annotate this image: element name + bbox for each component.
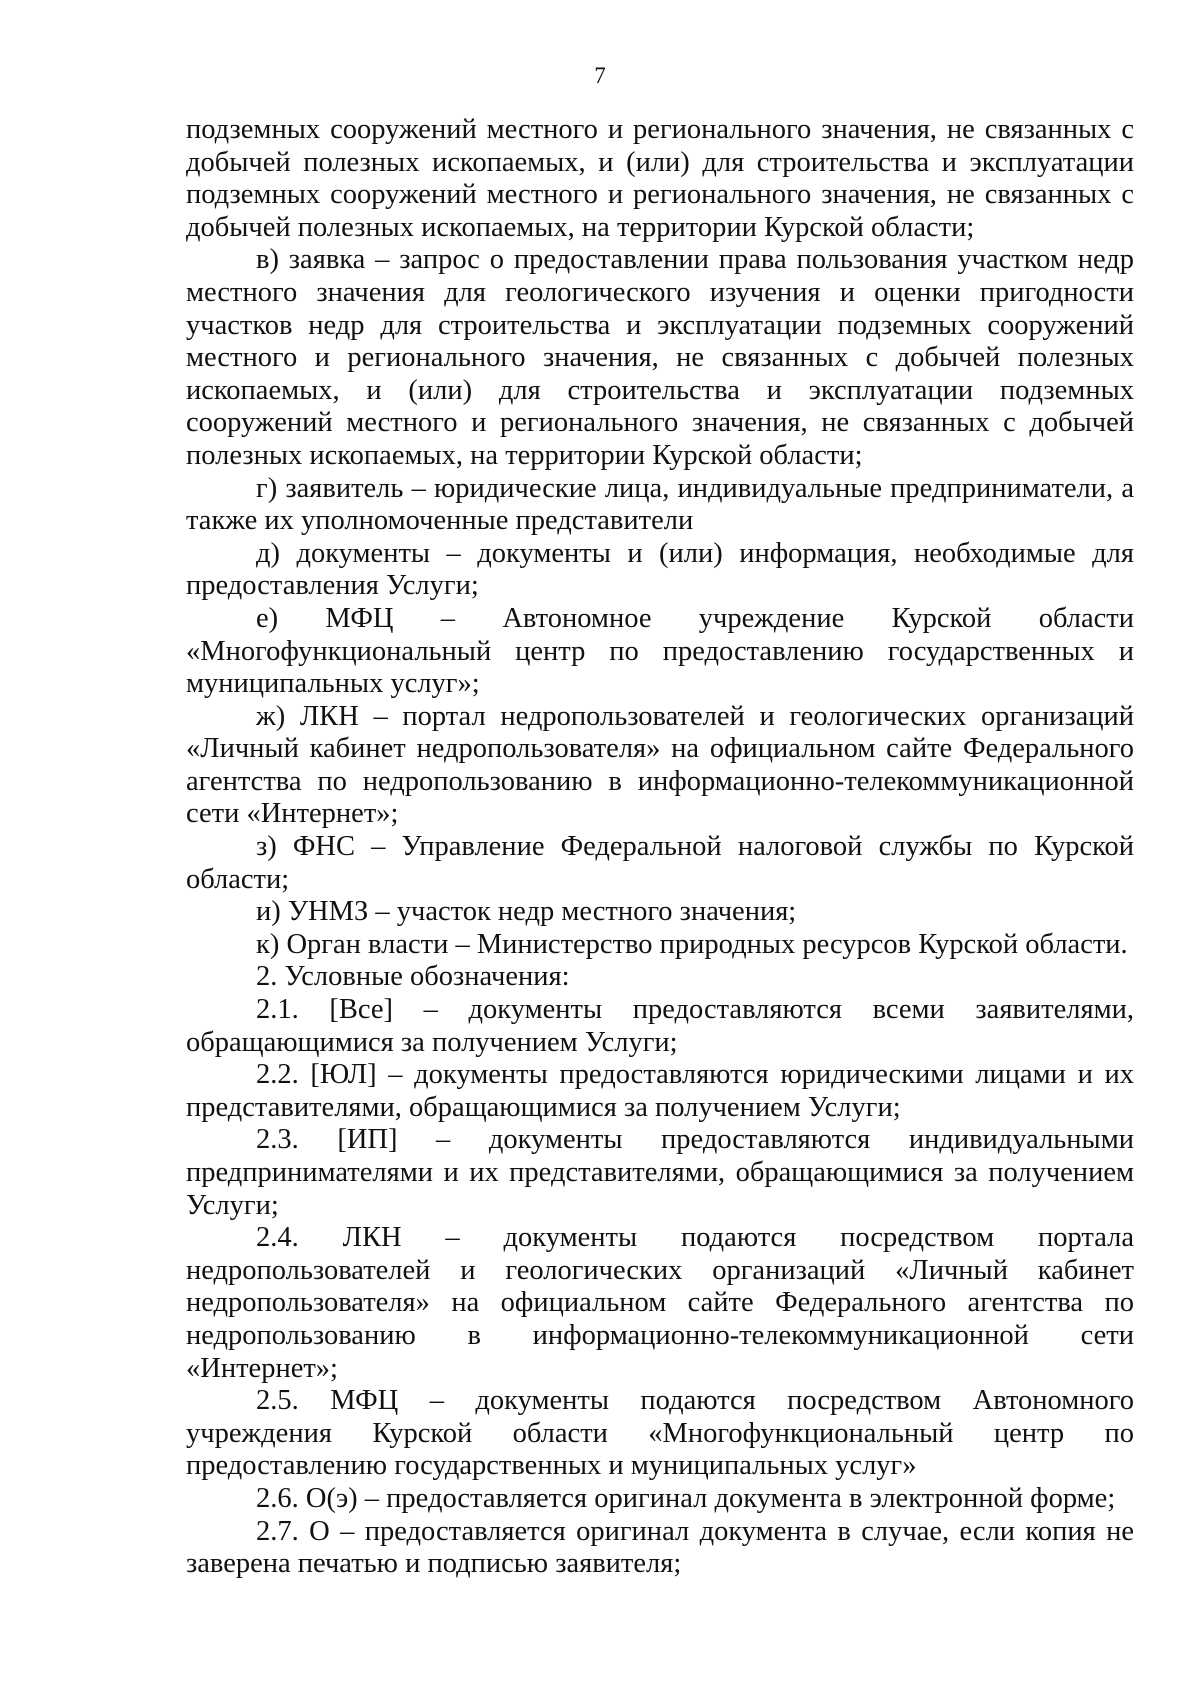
paragraph-definition-i: и) УНМЗ – участок недр местного значения; bbox=[256, 896, 797, 928]
paragraph-2-5: 2.5. МФЦ – документы подаются посредством Автономного учреждения Курской области «Многофункциональный центр по предоставлению государственных и муниципальных услуг» bbox=[186, 1385, 1134, 1482]
paragraph-2-4: 2.4. ЛКН – документы подаются посредством портала недропользователей и геологических организаций «Личный кабинет недропользователя» на официальном сайте Федерального агентства по недропользованию в информационно-телекоммуникационной сети «Интернет»; bbox=[186, 1222, 1134, 1384]
page-number: 7 bbox=[594, 63, 606, 88]
document-body bbox=[186, 114, 1134, 1581]
paragraph-definition-g: г) заявитель – юридические лица, индивидуальные предприниматели, а также их уполномоченные представители bbox=[186, 472, 1134, 537]
paragraph-2-3: 2.3. [ИП] – документы предоставляются индивидуальными предпринимателями и их представителями, обращающимися за получением Услуги; bbox=[186, 1124, 1134, 1221]
paragraph-continuation: подземных сооружений местного и регионального значения, не связанных с добычей полезных ископаемых, и (или) для строительства и эксплуатации подземных сооружений местного и регионального значения, не связанных с добычей полезных ископаемых, на территории Курской области; bbox=[186, 114, 1134, 243]
paragraph-definition-v: в) заявка – запрос о предоставлении права пользования участком недр местного значения для геологического изучения и оценки пригодности участков недр для строительства и эксплуатации подземных сооружений местного и регионального значения, не связанных с добычей полезных ископаемых, и (или) для строительства и эксплуатации подземных сооружений местного и регионального значения, не связанных с добычей полезных ископаемых, на территории Курской области; bbox=[186, 244, 1134, 471]
section-heading-2: 2. Условные обозначения: bbox=[256, 961, 570, 993]
paragraph-2-1: 2.1. [Все] – документы предоставляются всеми заявителями, обращающимися за получением Услуги; bbox=[186, 994, 1134, 1058]
paragraph-definition-zh: ж) ЛКН – портал недропользователей и геологических организаций «Личный кабинет недропользователя» на официальном сайте Федерального агентства по недропользованию в информационно-телекоммуникационной сети «Интернет»; bbox=[186, 700, 1134, 830]
paragraph-definition-k: к) Орган власти – Министерство природных ресурсов Курской области. bbox=[256, 928, 1128, 960]
paragraph-definition-d: д) документы – документы и (или) информация, необходимые для предоставления Услуги; bbox=[186, 537, 1134, 602]
paragraph-definition-e: е) МФЦ – Автономное учреждение Курской области «Многофункциональный центр по предоставлению государственных и муниципальных услуг»; bbox=[186, 602, 1134, 700]
paragraph-2-6: 2.6. О(э) – предоставляется оригинал документа в электронной форме; bbox=[256, 1482, 1116, 1514]
paragraph-2-7: 2.7. О – предоставляется оригинал документа в случае, если копия не заверена печатью и подписью заявителя; bbox=[186, 1515, 1134, 1580]
paragraph-definition-z: з) ФНС – Управление Федеральной налоговой службы по Курской области; bbox=[186, 831, 1134, 895]
paragraph-2-2: 2.2. [ЮЛ] – документы предоставляются юридическими лицами и их представителями, обращающимися за получением Услуги; bbox=[186, 1059, 1134, 1123]
